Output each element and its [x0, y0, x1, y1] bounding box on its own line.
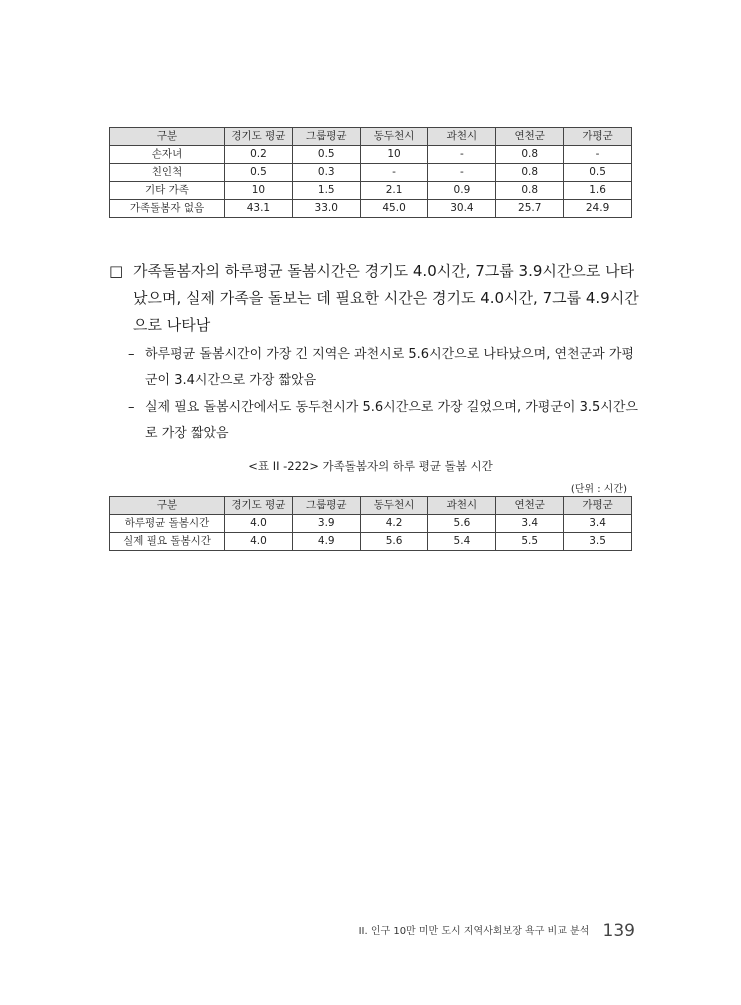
table-cell: 0.9: [428, 182, 496, 200]
care-hours-table: [109, 496, 632, 551]
paragraph-text: 가족돌봄자의 하루평균 돌봄시간은 경기도 4.0시간, 7그룹 3.9시간으로 나타났으며, 실제 가족을 돌보는 데 필요한 시간은 경기도 4.0시간, 7그룹 4.9시간으로 나타남: [133, 262, 639, 334]
table-cell: 0.5: [564, 164, 632, 182]
table-cell: 3.4: [564, 515, 632, 533]
header-cell: 구분: [110, 128, 225, 146]
header-cell: 연천군: [496, 497, 564, 515]
unit-label: (단위 : 시간): [570, 484, 627, 495]
table-cell: -: [428, 164, 496, 182]
table-cell: 5.6: [360, 533, 428, 551]
table-cell: 0.2: [225, 146, 293, 164]
table-header-row: [110, 128, 632, 146]
dash-bullet-icon: –: [128, 400, 135, 415]
table-cell: 25.7: [496, 200, 564, 218]
table-cell: 43.1: [225, 200, 293, 218]
header-cell: 가평군: [564, 497, 632, 515]
table-cell: 33.0: [292, 200, 360, 218]
header-cell: 구분: [110, 497, 225, 515]
sub-item-text: 하루평균 돌봄시간이 가장 긴 지역은 과천시로 5.6시간으로 나타났으며, 연천군과 가평군이 3.4시간으로 가장 짧았음: [145, 347, 634, 388]
dash-bullet-icon: –: [128, 347, 135, 362]
table-cell: 0.5: [292, 146, 360, 164]
table-cell: 0.8: [496, 164, 564, 182]
table-cell: 45.0: [360, 200, 428, 218]
header-cell: 그룹평균: [292, 497, 360, 515]
table-cell: 5.4: [428, 533, 496, 551]
table-cell: -: [360, 164, 428, 182]
table-cell: 0.5: [225, 164, 293, 182]
table-cell: 30.4: [428, 200, 496, 218]
sub-item-text: 실제 필요 돌봄시간에서도 동두천시가 5.6시간으로 가장 길었으며, 가평군이 3.5시간으로 가장 짧았음: [145, 400, 638, 441]
table-cell: 1.5: [292, 182, 360, 200]
table-cell: 1.6: [564, 182, 632, 200]
row-label: 손자녀: [110, 146, 225, 164]
header-cell: 그룹평균: [292, 128, 360, 146]
table-row: [110, 200, 632, 218]
table-cell: 2.1: [360, 182, 428, 200]
page-footer: [359, 921, 635, 941]
sub-item: [128, 342, 640, 394]
row-label: 실제 필요 돌봄시간: [110, 533, 225, 551]
table-cell: 4.0: [225, 515, 293, 533]
table-cell: 0.8: [496, 182, 564, 200]
header-cell: 연천군: [496, 128, 564, 146]
row-label: 하루평균 돌봄시간: [110, 515, 225, 533]
footer-text: II. 인구 10만 미만 도시 지역사회보장 욕구 비교 분석: [358, 926, 590, 937]
table-row: [110, 146, 632, 164]
table-cell: 10: [360, 146, 428, 164]
table-cell: 5.5: [496, 533, 564, 551]
table-cell: 4.9: [292, 533, 360, 551]
sub-item: [128, 395, 640, 447]
header-cell: 동두천시: [360, 128, 428, 146]
table-row: [110, 533, 632, 551]
table-row: [110, 515, 632, 533]
table-cell: 0.8: [496, 146, 564, 164]
table-cell: 10: [225, 182, 293, 200]
table-cell: -: [428, 146, 496, 164]
table-cell: 5.6: [428, 515, 496, 533]
table-caption: <표 II -222> 가족돌봄자의 하루 평균 돌봄 시간: [248, 459, 493, 473]
table-cell: 24.9: [564, 200, 632, 218]
table-cell: 4.2: [360, 515, 428, 533]
header-cell: 과천시: [428, 128, 496, 146]
summary-paragraph: [109, 258, 639, 339]
header-cell: 동두천시: [360, 497, 428, 515]
row-label: 가족돌봄자 없음: [110, 200, 225, 218]
table-cell: 4.0: [225, 533, 293, 551]
header-cell: 가평군: [564, 128, 632, 146]
table-row: [110, 182, 632, 200]
table-cell: 3.5: [564, 533, 632, 551]
table-cell: 3.4: [496, 515, 564, 533]
page-number: 139: [602, 921, 635, 941]
square-bullet-icon: □: [109, 262, 124, 280]
table-header-row: [110, 497, 632, 515]
header-cell: 과천시: [428, 497, 496, 515]
header-cell: 경기도 평균: [225, 128, 293, 146]
table-cell: 0.3: [292, 164, 360, 182]
row-label: 기타 가족: [110, 182, 225, 200]
table-row: [110, 164, 632, 182]
header-cell: 경기도 평균: [225, 497, 293, 515]
row-label: 친인척: [110, 164, 225, 182]
care-sources-table: [109, 127, 632, 218]
table-cell: -: [564, 146, 632, 164]
table-cell: 3.9: [292, 515, 360, 533]
